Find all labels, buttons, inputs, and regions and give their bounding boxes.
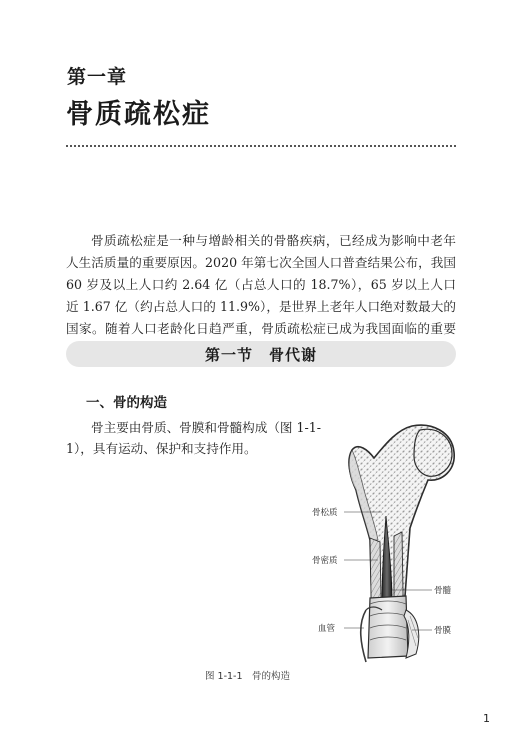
chapter-number: 第一章 [67,66,128,88]
chapter-divider [66,145,456,147]
label-blood-vessel: 血管 [318,624,336,634]
section-header [66,341,456,367]
subsection-paragraph: 骨主要由骨质、骨膜和骨髓构成（图 1-1-1），具有运动、保护和支持作用。 [66,420,322,456]
page-number: 1 [483,712,490,725]
intro-paragraph: 骨质疏松症是一种与增龄相关的骨骼疾病，已经成为影响中老年人生活质量的重要原因。2020 年第七次全国人口普查结果公布，我国 60 岁及以上人口约 2.64 亿（占总人口的 18.7%），65 岁以上人口近 1.67 亿（约占总人口的 11.9%），是世界上老年人口绝对数最大的国家。随着人口老龄化日趋严重，骨质疏松症已成为我国面临的重要 [66,233,456,336]
label-marrow: 骨髓 [434,586,452,596]
bone-structure-figure [300,420,460,665]
chapter-title: 骨质疏松症 [66,99,211,130]
label-periosteum: 骨膜 [434,626,452,636]
label-compact-bone: 骨密质 [312,556,338,566]
subsection-title: 一、骨的构造 [86,395,167,411]
label-spongy-bone: 骨松质 [312,508,338,518]
section-title: 第一节 骨代谢 [204,345,317,364]
figure-caption: 图 1-1-1 骨的构造 [205,671,291,682]
